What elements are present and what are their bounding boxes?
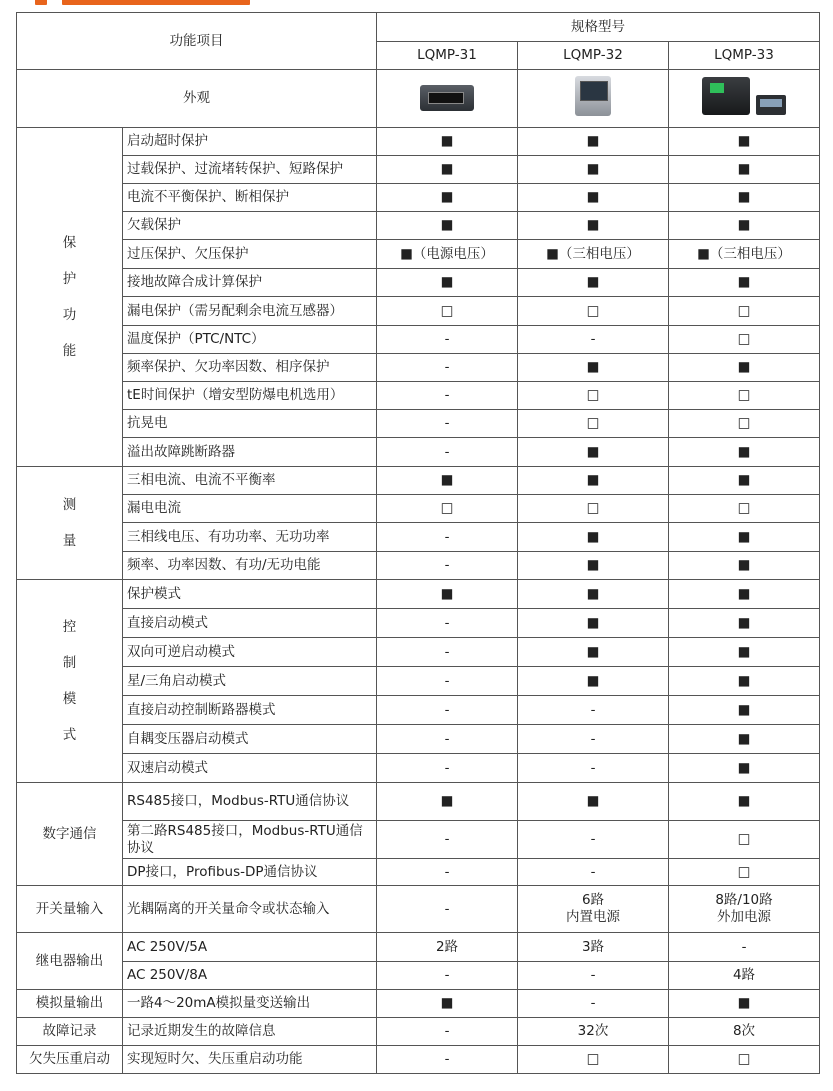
value-cell-lqmp-32: - bbox=[518, 859, 669, 886]
table-row bbox=[17, 184, 820, 212]
value-cell-lqmp-33: ■ bbox=[669, 269, 820, 297]
value-cell-lqmp-33: ■ bbox=[669, 990, 820, 1018]
value-cell-lqmp-32: ■ bbox=[518, 467, 669, 495]
feature-cell: 光耦隔离的开关量命令或状态输入 bbox=[123, 886, 377, 933]
table-row bbox=[17, 552, 820, 580]
feature-cell: 星/三角启动模式 bbox=[123, 667, 377, 696]
feature-cell: 抗晃电 bbox=[123, 410, 377, 438]
value-cell-lqmp-32: 32次 bbox=[518, 1018, 669, 1046]
value-cell-lqmp-33: 8路/10路 外加电源 bbox=[669, 886, 820, 933]
group-label: 保 护 功 能 bbox=[17, 128, 123, 467]
value-cell-lqmp-32: ■ bbox=[518, 580, 669, 609]
value-cell-lqmp-33: ■ bbox=[669, 552, 820, 580]
appearance-label: 外观 bbox=[17, 70, 377, 128]
product-image-lqmp-31 bbox=[377, 70, 518, 128]
feature-cell: 温度保护（PTC/NTC） bbox=[123, 326, 377, 354]
feature-cell: 自耦变压器启动模式 bbox=[123, 725, 377, 754]
value-cell-lqmp-31: 2路 bbox=[377, 933, 518, 962]
feature-cell: 保护模式 bbox=[123, 580, 377, 609]
table-row bbox=[17, 667, 820, 696]
table-row bbox=[17, 326, 820, 354]
feature-cell: 电流不平衡保护、断相保护 bbox=[123, 184, 377, 212]
value-cell-lqmp-33: □ bbox=[669, 410, 820, 438]
value-cell-lqmp-33: ■ bbox=[669, 609, 820, 638]
value-cell-lqmp-33: □ bbox=[669, 495, 820, 523]
table-row bbox=[17, 269, 820, 297]
value-cell-lqmp-31: □ bbox=[377, 297, 518, 326]
value-cell-lqmp-33: 4路 bbox=[669, 962, 820, 990]
value-cell-lqmp-32: □ bbox=[518, 382, 669, 410]
value-cell-lqmp-33: ■ bbox=[669, 156, 820, 184]
value-cell-lqmp-33: - bbox=[669, 933, 820, 962]
feature-cell: DP接口，Profibus-DP通信协议 bbox=[123, 859, 377, 886]
value-cell-lqmp-31: ■ bbox=[377, 990, 518, 1018]
value-cell-lqmp-33: ■ bbox=[669, 638, 820, 667]
value-cell-lqmp-33: □ bbox=[669, 297, 820, 326]
value-cell-lqmp-32: ■ bbox=[518, 156, 669, 184]
value-cell-lqmp-31: ■ bbox=[377, 467, 518, 495]
value-cell-lqmp-33: ■ bbox=[669, 467, 820, 495]
table-row bbox=[17, 696, 820, 725]
feature-cell: 一路4～20mA模拟量变送输出 bbox=[123, 990, 377, 1018]
value-cell-lqmp-31: ■ bbox=[377, 156, 518, 184]
feature-cell: 欠载保护 bbox=[123, 212, 377, 240]
value-cell-lqmp-33: ■（三相电压） bbox=[669, 240, 820, 269]
table-row bbox=[17, 886, 820, 933]
table-row bbox=[17, 297, 820, 326]
value-cell-lqmp-31: - bbox=[377, 962, 518, 990]
product-image-lqmp-33 bbox=[669, 70, 820, 128]
table-row bbox=[17, 523, 820, 552]
value-cell-lqmp-32: □ bbox=[518, 495, 669, 523]
group-label: 数字通信 bbox=[17, 783, 123, 886]
value-cell-lqmp-33: ■ bbox=[669, 667, 820, 696]
value-cell-lqmp-32: ■ bbox=[518, 128, 669, 156]
value-cell-lqmp-31: - bbox=[377, 754, 518, 783]
table-row bbox=[17, 467, 820, 495]
value-cell-lqmp-32: ■ bbox=[518, 552, 669, 580]
feature-cell: 直接启动控制断路器模式 bbox=[123, 696, 377, 725]
value-cell-lqmp-32: ■ bbox=[518, 212, 669, 240]
table-row bbox=[17, 212, 820, 240]
value-cell-lqmp-32: ■ bbox=[518, 354, 669, 382]
table-row bbox=[17, 495, 820, 523]
feature-cell: 过压保护、欠压保护 bbox=[123, 240, 377, 269]
table-row bbox=[17, 783, 820, 821]
value-cell-lqmp-33: □ bbox=[669, 382, 820, 410]
table-row bbox=[17, 240, 820, 269]
table-row bbox=[17, 1046, 820, 1074]
value-cell-lqmp-32: □ bbox=[518, 410, 669, 438]
table-row bbox=[17, 580, 820, 609]
value-cell-lqmp-31: ■ bbox=[377, 783, 518, 821]
value-cell-lqmp-32: - bbox=[518, 326, 669, 354]
value-cell-lqmp-32: ■ bbox=[518, 269, 669, 297]
feature-cell: 双速启动模式 bbox=[123, 754, 377, 783]
table-row bbox=[17, 725, 820, 754]
value-cell-lqmp-33: ■ bbox=[669, 696, 820, 725]
model-header-lqmp-32: LQMP-32 bbox=[518, 42, 669, 70]
value-cell-lqmp-33: ■ bbox=[669, 184, 820, 212]
table-row bbox=[17, 1018, 820, 1046]
feature-cell: 启动超时保护 bbox=[123, 128, 377, 156]
table-row bbox=[17, 821, 820, 859]
feature-cell: RS485接口，Modbus-RTU通信协议 bbox=[123, 783, 377, 821]
feature-cell: 频率、功率因数、有功/无功电能 bbox=[123, 552, 377, 580]
value-cell-lqmp-31: ■ bbox=[377, 212, 518, 240]
value-cell-lqmp-33: □ bbox=[669, 1046, 820, 1074]
top-heading-fragment bbox=[0, 0, 833, 9]
value-cell-lqmp-31: - bbox=[377, 354, 518, 382]
value-cell-lqmp-31: - bbox=[377, 638, 518, 667]
value-cell-lqmp-32: - bbox=[518, 962, 669, 990]
value-cell-lqmp-32: ■ bbox=[518, 523, 669, 552]
group-label: 开关量输入 bbox=[17, 886, 123, 933]
table-row bbox=[17, 354, 820, 382]
value-cell-lqmp-31: - bbox=[377, 1018, 518, 1046]
table-row bbox=[17, 754, 820, 783]
group-label: 欠失压重启动 bbox=[17, 1046, 123, 1074]
feature-cell: 过载保护、过流堵转保护、短路保护 bbox=[123, 156, 377, 184]
feature-cell: 漏电保护（需另配剩余电流互感器） bbox=[123, 297, 377, 326]
value-cell-lqmp-32: - bbox=[518, 725, 669, 754]
group-label: 模拟量输出 bbox=[17, 990, 123, 1018]
table-row bbox=[17, 962, 820, 990]
value-cell-lqmp-31: - bbox=[377, 821, 518, 859]
value-cell-lqmp-32: ■（三相电压） bbox=[518, 240, 669, 269]
appearance-row bbox=[17, 70, 820, 128]
table-row bbox=[17, 128, 820, 156]
value-cell-lqmp-31: - bbox=[377, 1046, 518, 1074]
value-cell-lqmp-31: - bbox=[377, 523, 518, 552]
table-row bbox=[17, 410, 820, 438]
value-cell-lqmp-32: ■ bbox=[518, 438, 669, 467]
value-cell-lqmp-33: 8次 bbox=[669, 1018, 820, 1046]
value-cell-lqmp-33: ■ bbox=[669, 580, 820, 609]
feature-cell: tE时间保护（增安型防爆电机选用） bbox=[123, 382, 377, 410]
group-label: 故障记录 bbox=[17, 1018, 123, 1046]
value-cell-lqmp-31: - bbox=[377, 382, 518, 410]
product-image-lqmp-32 bbox=[518, 70, 669, 128]
value-cell-lqmp-33: □ bbox=[669, 326, 820, 354]
value-cell-lqmp-31: ■（电源电压） bbox=[377, 240, 518, 269]
table-row bbox=[17, 859, 820, 886]
value-cell-lqmp-31: ■ bbox=[377, 580, 518, 609]
table-row bbox=[17, 990, 820, 1018]
value-cell-lqmp-33: ■ bbox=[669, 754, 820, 783]
value-cell-lqmp-31: - bbox=[377, 859, 518, 886]
value-cell-lqmp-32: ■ bbox=[518, 783, 669, 821]
model-group-header: 规格型号 bbox=[377, 13, 820, 42]
value-cell-lqmp-33: ■ bbox=[669, 523, 820, 552]
value-cell-lqmp-32: ■ bbox=[518, 609, 669, 638]
feature-cell: 三相线电压、有功功率、无功功率 bbox=[123, 523, 377, 552]
feature-cell: 记录近期发生的故障信息 bbox=[123, 1018, 377, 1046]
feature-cell: AC 250V/5A bbox=[123, 933, 377, 962]
feature-cell: 直接启动模式 bbox=[123, 609, 377, 638]
model-header-lqmp-31: LQMP-31 bbox=[377, 42, 518, 70]
table-row bbox=[17, 638, 820, 667]
value-cell-lqmp-33: ■ bbox=[669, 783, 820, 821]
header-row-1 bbox=[17, 13, 820, 42]
feature-cell: 实现短时欠、失压重启动功能 bbox=[123, 1046, 377, 1074]
value-cell-lqmp-31: - bbox=[377, 886, 518, 933]
group-label: 继电器输出 bbox=[17, 933, 123, 990]
value-cell-lqmp-32: 3路 bbox=[518, 933, 669, 962]
model-header-lqmp-33: LQMP-33 bbox=[669, 42, 820, 70]
value-cell-lqmp-32: ■ bbox=[518, 184, 669, 212]
value-cell-lqmp-32: - bbox=[518, 754, 669, 783]
value-cell-lqmp-31: - bbox=[377, 609, 518, 638]
group-label: 控 制 模 式 bbox=[17, 580, 123, 783]
value-cell-lqmp-33: ■ bbox=[669, 438, 820, 467]
value-cell-lqmp-31: - bbox=[377, 552, 518, 580]
value-cell-lqmp-33: ■ bbox=[669, 128, 820, 156]
value-cell-lqmp-31: - bbox=[377, 326, 518, 354]
table-row bbox=[17, 933, 820, 962]
table-row bbox=[17, 156, 820, 184]
feature-cell: 溢出故障跳断路器 bbox=[123, 438, 377, 467]
spec-table bbox=[16, 12, 820, 1074]
feature-cell: 第二路RS485接口，Modbus-RTU通信协议 bbox=[123, 821, 377, 859]
group-label: 测 量 bbox=[17, 467, 123, 580]
value-cell-lqmp-32: 6路 内置电源 bbox=[518, 886, 669, 933]
value-cell-lqmp-32: □ bbox=[518, 1046, 669, 1074]
value-cell-lqmp-32: ■ bbox=[518, 667, 669, 696]
feature-cell: 三相电流、电流不平衡率 bbox=[123, 467, 377, 495]
feature-cell: 频率保护、欠功率因数、相序保护 bbox=[123, 354, 377, 382]
value-cell-lqmp-33: □ bbox=[669, 859, 820, 886]
value-cell-lqmp-32: ■ bbox=[518, 638, 669, 667]
table-row bbox=[17, 382, 820, 410]
value-cell-lqmp-32: - bbox=[518, 990, 669, 1018]
value-cell-lqmp-31: □ bbox=[377, 495, 518, 523]
value-cell-lqmp-33: ■ bbox=[669, 212, 820, 240]
feature-cell: 漏电电流 bbox=[123, 495, 377, 523]
table-row bbox=[17, 609, 820, 638]
value-cell-lqmp-33: □ bbox=[669, 821, 820, 859]
value-cell-lqmp-32: □ bbox=[518, 297, 669, 326]
feature-cell: AC 250V/8A bbox=[123, 962, 377, 990]
value-cell-lqmp-31: - bbox=[377, 725, 518, 754]
value-cell-lqmp-32: - bbox=[518, 821, 669, 859]
value-cell-lqmp-32: - bbox=[518, 696, 669, 725]
feature-cell: 接地故障合成计算保护 bbox=[123, 269, 377, 297]
value-cell-lqmp-33: ■ bbox=[669, 725, 820, 754]
feature-cell: 双向可逆启动模式 bbox=[123, 638, 377, 667]
table-row bbox=[17, 438, 820, 467]
feature-col-header: 功能项目 bbox=[17, 13, 377, 70]
value-cell-lqmp-31: ■ bbox=[377, 269, 518, 297]
value-cell-lqmp-31: - bbox=[377, 667, 518, 696]
value-cell-lqmp-33: ■ bbox=[669, 354, 820, 382]
value-cell-lqmp-31: - bbox=[377, 410, 518, 438]
value-cell-lqmp-31: ■ bbox=[377, 128, 518, 156]
value-cell-lqmp-31: - bbox=[377, 696, 518, 725]
value-cell-lqmp-31: - bbox=[377, 438, 518, 467]
value-cell-lqmp-31: ■ bbox=[377, 184, 518, 212]
